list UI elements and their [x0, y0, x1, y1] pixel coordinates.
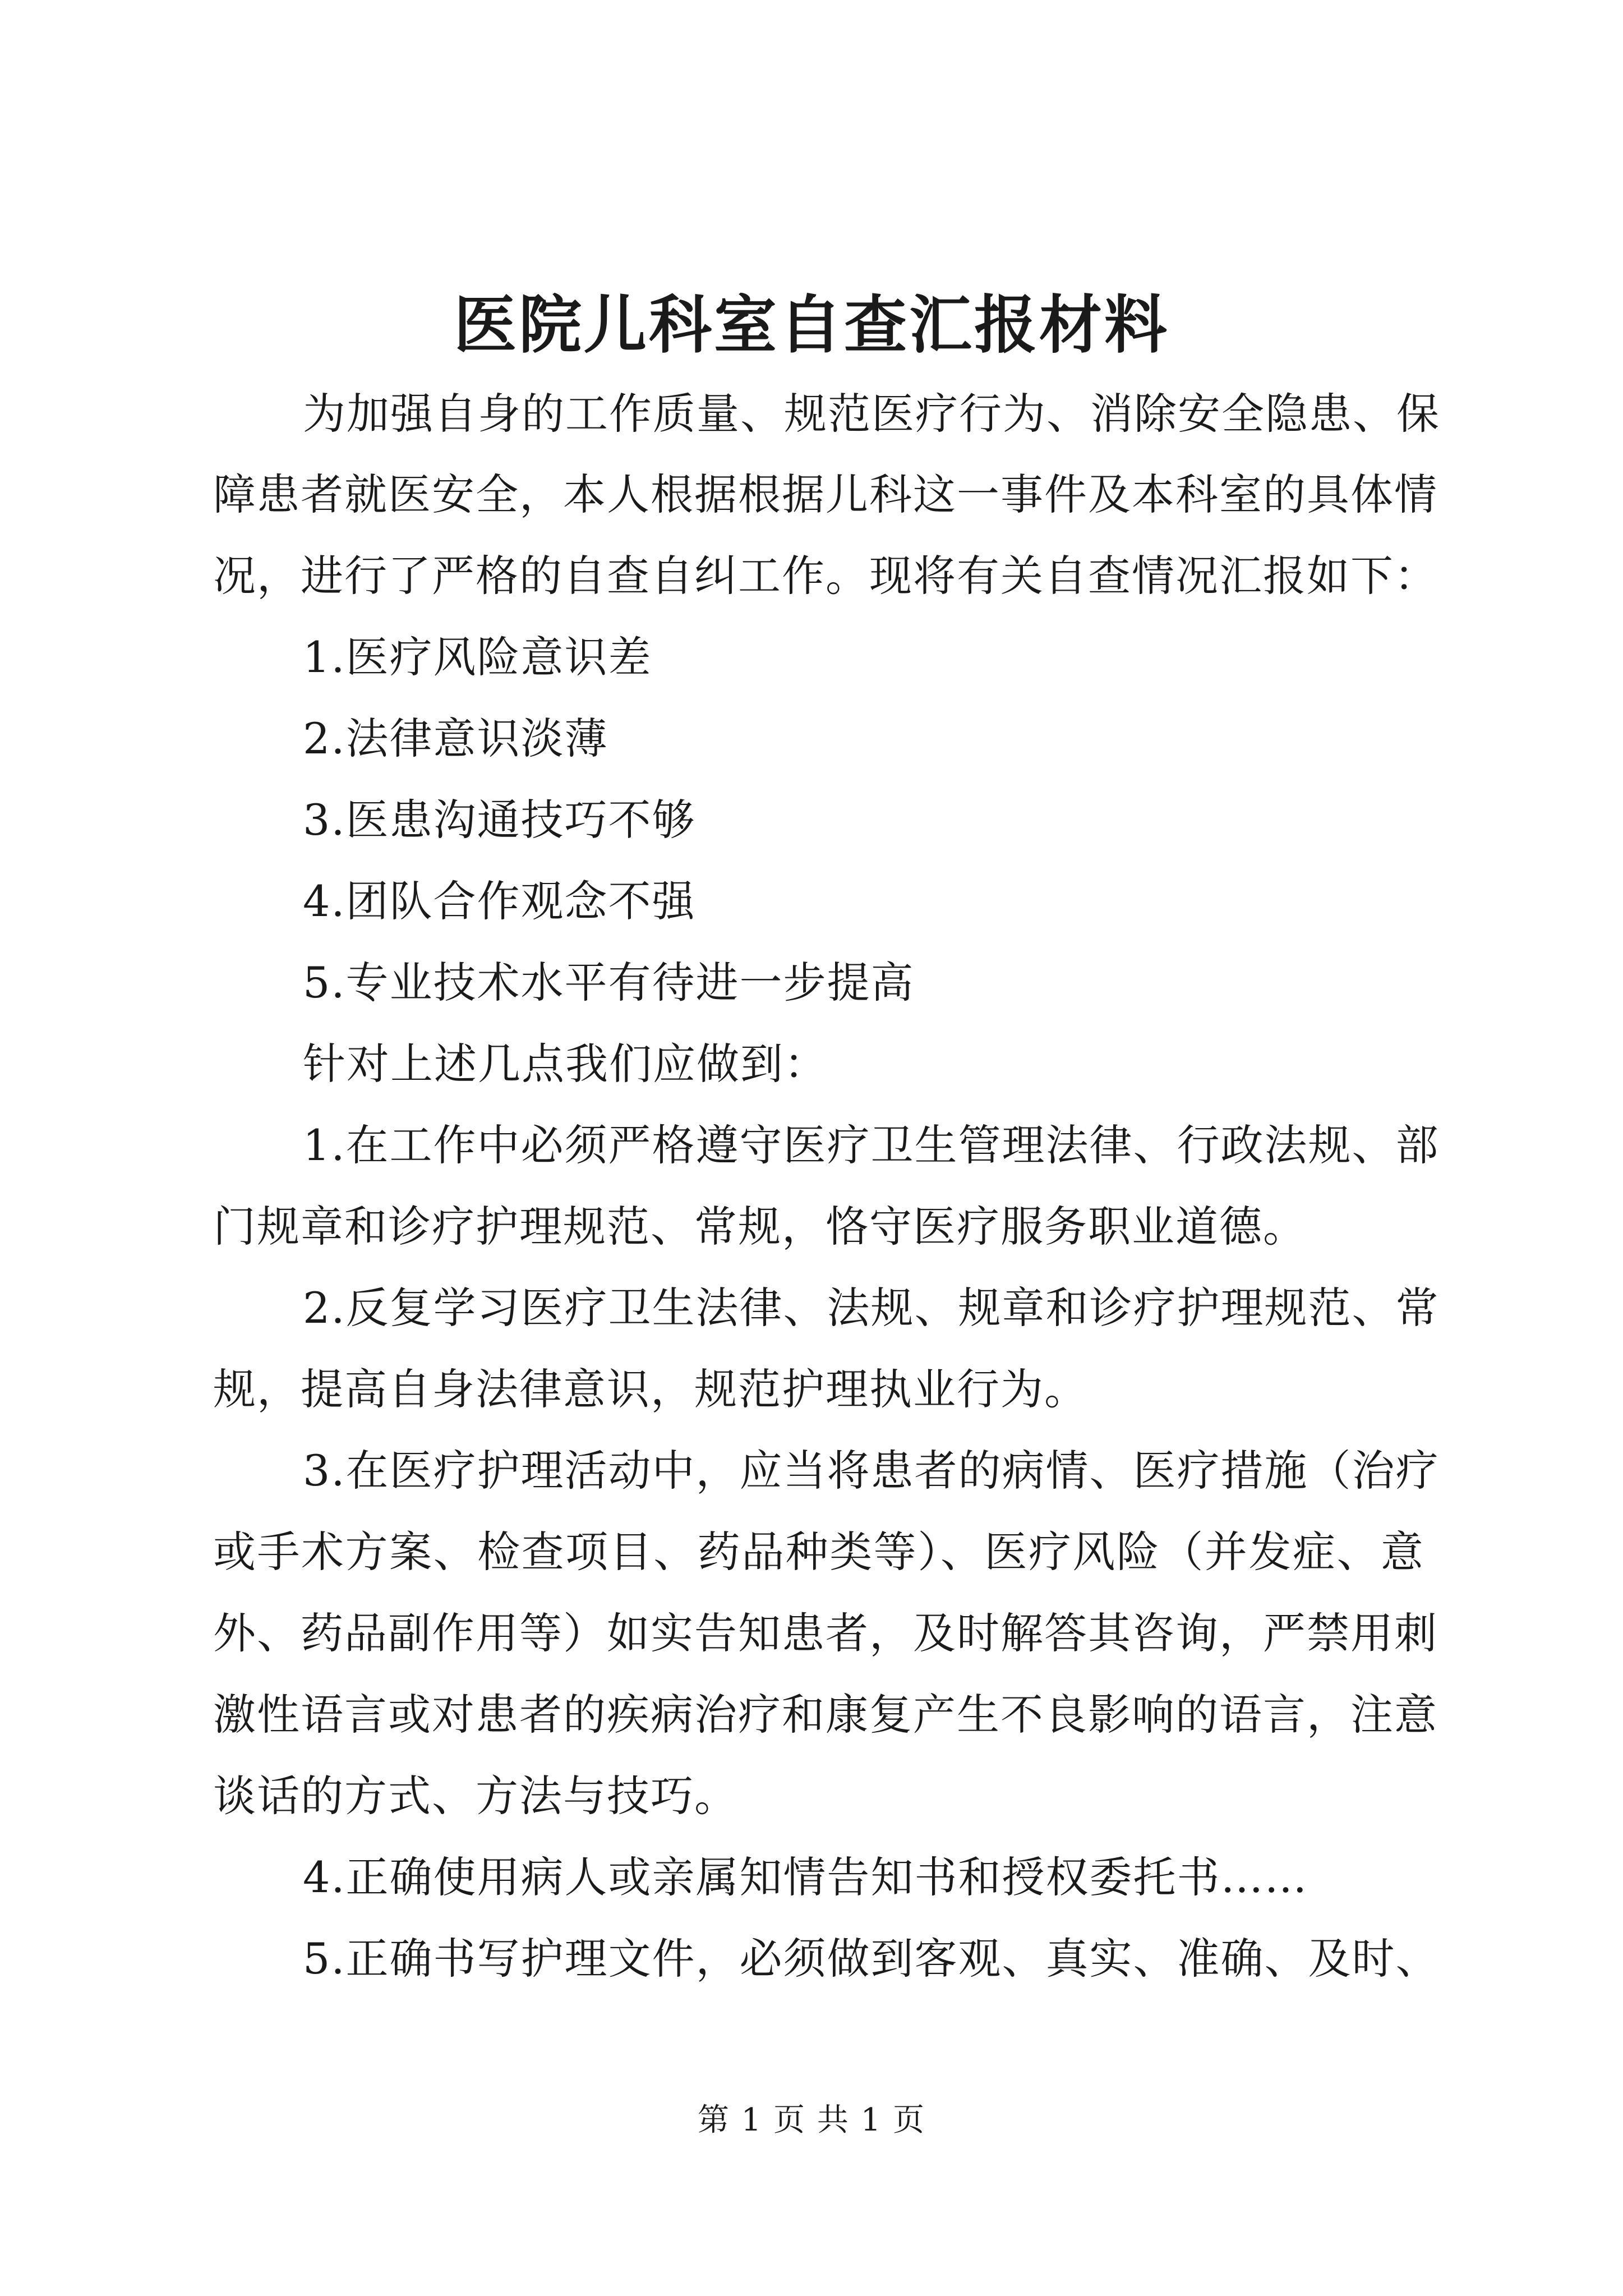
text-line: 规，提高自身法律意识，规范护理执业行为。 — [213, 1364, 1088, 1414]
text-line: 障患者就医安全，本人根据根据儿科这一事件及本科室的具体情 — [213, 470, 1438, 519]
list-item: 2.法律意识淡薄 — [303, 714, 608, 763]
text-line: 3.在医疗护理活动中，应当将患者的病情、医疗措施（治疗 — [303, 1446, 1440, 1496]
text-line: 针对上述几点我们应做到： — [303, 1039, 828, 1089]
text-line: 5.正确书写护理文件，必须做到客观、真实、准确、及时、 — [303, 1934, 1440, 1984]
text-line: 4.正确使用病人或亲属知情告知书和授权委托书…… — [303, 1852, 1308, 1902]
text-line: 门规章和诊疗护理规范、常规，恪守医疗服务职业道德。 — [213, 1202, 1307, 1251]
text-line: 或手术方案、检查项目、药品种类等）、医疗风险（并发症、意 — [213, 1527, 1424, 1577]
text-line: 况，进行了严格的自查自纠工作。现将有关自查情况汇报如下： — [213, 551, 1438, 601]
list-item: 4.团队合作观念不强 — [303, 876, 696, 926]
list-item: 3.医患沟通技巧不够 — [303, 795, 696, 845]
list-item: 1.医疗风险意识差 — [303, 632, 652, 682]
text-line: 2.反复学习医疗卫生法律、法规、规章和诊疗护理规范、常 — [303, 1283, 1440, 1333]
text-line: 1.在工作中必须严格遵守医疗卫生管理法律、行政法规、部 — [303, 1120, 1440, 1170]
text-line: 为加强自身的工作质量、规范医疗行为、消除安全隐患、保 — [303, 389, 1440, 439]
page-footer: 第 1 页 共 1 页 — [697, 2102, 926, 2138]
text-line: 谈话的方式、方法与技巧。 — [213, 1771, 738, 1821]
text-line: 外、药品副作用等）如实告知患者，及时解答其咨询，严禁用刺 — [213, 1608, 1438, 1658]
text-line: 激性语言或对患者的疾病治疗和康复产生不良影响的语言，注意 — [213, 1690, 1438, 1740]
list-item: 5.专业技术水平有待进一步提高 — [303, 958, 915, 1007]
document-title: 医院儿科室自查汇报材料 — [454, 288, 1169, 362]
